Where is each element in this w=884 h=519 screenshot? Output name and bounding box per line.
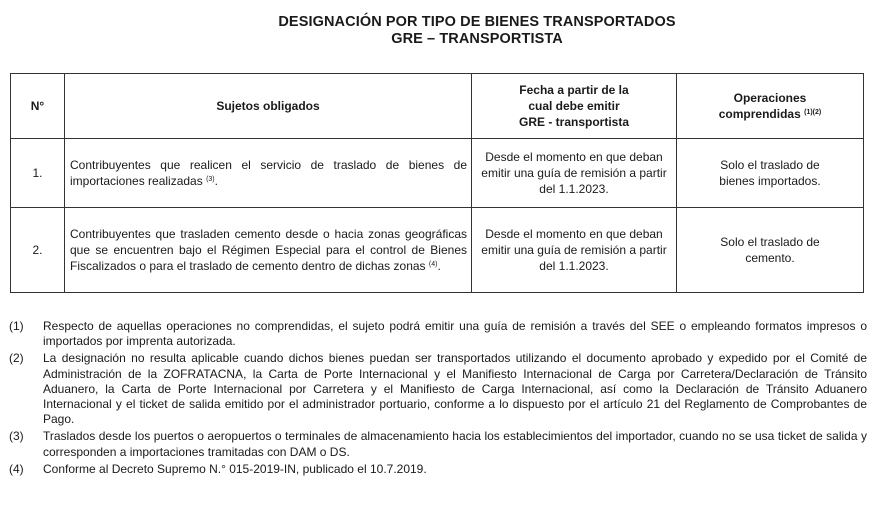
footnote-1-num: (1) (9, 319, 24, 333)
row-2-sujetos (65, 208, 472, 293)
footnote-3-text: Traslados desde los puertos o aeropuertos o terminales de almacenamiento hacia los establecimientos del importador, cuando no se usa ticket de salida y corresponden a importaciones tramitadas con DAM o DS. (43, 429, 867, 459)
footnotes (9, 319, 867, 479)
row-1-sujetos-text: Contribuyentes que realicen el servicio de traslado de bienes de importaciones realizadas (70, 158, 467, 188)
header-fecha-line-1: Fecha a partir de la (519, 83, 629, 97)
row-1-num: 1. (11, 139, 65, 208)
header-operaciones (677, 74, 864, 139)
row-1-footnote-ref: (3) (206, 176, 215, 183)
footnote-1 (9, 319, 867, 349)
designation-table (10, 73, 864, 293)
row-2-sujetos-end: . (437, 259, 441, 273)
header-operaciones-label: Operaciones comprendidas (718, 91, 807, 121)
table-row (11, 208, 864, 293)
title-line-2: GRE – TRANSPORTISTA (391, 31, 563, 47)
title-line-1: DESIGNACIÓN POR TIPO DE BIENES TRANSPORTADOS (278, 14, 676, 30)
row-1-sujetos (65, 139, 472, 208)
footnote-2-num: (2) (9, 351, 24, 366)
row-2-sujetos-text: Contribuyentes que trasladen cemento desde o hacia zonas geográficas que se encuentren bajo el Régimen Especial para el control de Bienes Fiscalizados o para el traslado de cemento dentro de dichas zonas (70, 227, 467, 273)
footnote-4-text: Conforme al Decreto Supremo N.° 015-2019-IN, publicado el 10.7.2019. (43, 461, 427, 476)
footnote-2-text: La designación no resulta aplicable cuando dichos bienes puedan ser transportados utilizando el documento aprobado y expedido por el Comité de Administración de la ZOFRATACNA, la Carta de Porte Internacional y el Manifiesto Internacional de Carga por Carretera/Declaración de Tránsito Aduanero, la Carta de Porte Internacional por Carretera y el Manifiesto de Carga Internacional, así como la Declaración de Tránsito Aduanero Internacional y el ticket de salida emitido por el administrador portuario, conforme a lo dispuesto por el artículo 21 del Reglamento de Comprobantes de Pago. (43, 351, 867, 427)
footnote-4-num: (4) (9, 461, 24, 476)
header-fecha (472, 74, 677, 139)
footnote-2 (9, 351, 867, 427)
document-title (0, 14, 884, 48)
footnote-4 (9, 462, 867, 477)
table-header-row (11, 74, 864, 139)
row-2-operaciones: Solo el traslado de cemento. (677, 208, 864, 293)
table-row (11, 139, 864, 208)
row-2-num: 2. (11, 208, 65, 293)
row-1-fecha: Desde el momento en que deban emitir una guía de remisión a partir del 1.1.2023. (472, 139, 677, 208)
header-fecha-line-2: cual debe emitir (528, 99, 620, 113)
row-2-fecha: Desde el momento en que deban emitir una guía de remisión a partir del 1.1.2023. (472, 208, 677, 293)
footnote-3 (9, 429, 867, 459)
header-fecha-line-3: GRE - transportista (518, 115, 629, 129)
footnote-1-text: Respecto de aquellas operaciones no comprendidas, el sujeto podrá emitir una guía de remisión a través del SEE o empleando formatos impresos o importados por imprenta autorizada. (43, 319, 867, 349)
footnote-3-num: (3) (9, 429, 24, 444)
row-1-sujetos-end: . (214, 174, 218, 188)
header-operaciones-footnote: (1)(2) (804, 109, 822, 116)
row-1-operaciones: Solo el traslado de bienes importados. (677, 139, 864, 208)
row-2-footnote-ref: (4) (428, 261, 438, 268)
header-sujetos: Sujetos obligados (65, 74, 472, 139)
header-num: N° (11, 74, 65, 139)
